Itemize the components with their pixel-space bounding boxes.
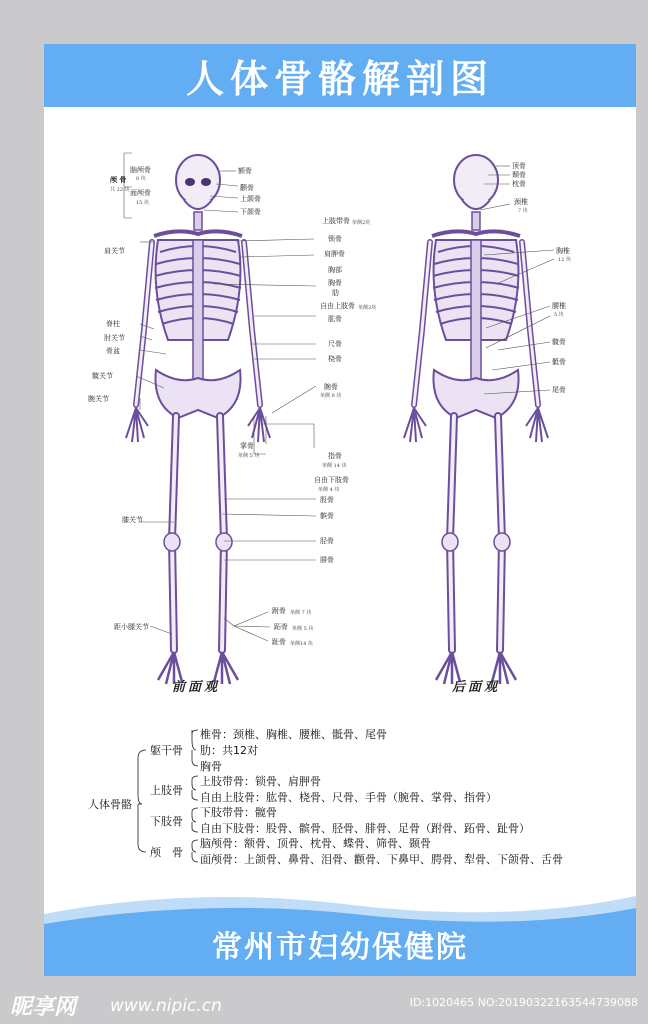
label-wrist-joint: 腕关节 xyxy=(88,395,109,403)
label-clavicle: 锁骨 xyxy=(328,235,342,243)
watermark-id: ID:1020465 NO:20190322163544739088 xyxy=(409,996,638,1009)
watermark-url: www.nipic.cn xyxy=(110,996,222,1016)
label-skull: 颅 骨 xyxy=(110,175,127,184)
label-tibia: 胫骨 xyxy=(320,537,334,545)
upper-item: 上肢带骨：锁骨、肩胛骨 xyxy=(200,775,321,788)
lower-item: 下肢带骨：髋骨 xyxy=(200,806,277,819)
label-rib: 肋 xyxy=(332,289,339,297)
label-humerus: 肱骨 xyxy=(328,315,342,323)
classification-upper: 上肢骨 xyxy=(150,784,183,797)
label-metatarsal-count: 单侧 5 块 xyxy=(292,626,314,632)
label-patella: 髌骨 xyxy=(320,512,334,520)
label-spine: 脊柱 xyxy=(106,320,120,328)
label-tarsal: 跗骨 xyxy=(272,607,286,615)
label-cranium: 脑颅骨 xyxy=(130,166,151,174)
label-free-lower: 自由下肢骨 xyxy=(314,476,349,484)
label-upper-girdle-count: 单侧2块 xyxy=(352,220,371,226)
label-upper-girdle: 上肢带骨 xyxy=(322,217,350,225)
watermark xyxy=(0,980,648,1024)
label-fibula: 腓骨 xyxy=(320,556,334,564)
classification-root: 人体骨骼 xyxy=(88,798,132,811)
label-metatarsal: 跖骨 xyxy=(274,623,288,631)
label-occipital: 枕骨 xyxy=(512,180,526,188)
label-tarsal-count: 单侧 7 块 xyxy=(290,610,312,616)
label-shoulder-joint: 肩关节 xyxy=(104,247,125,255)
label-radius: 桡骨 xyxy=(328,355,342,363)
label-temporal: 颞骨 xyxy=(512,171,526,179)
label-cervical: 颈椎 xyxy=(514,198,528,206)
label-skull-count: 共 22 块 xyxy=(110,187,130,193)
label-carpal-count: 单侧 8 块 xyxy=(320,393,342,399)
label-facial-count: 15 块 xyxy=(136,200,149,206)
label-thorax: 胸部 xyxy=(328,266,342,274)
label-sacrum: 骶骨 xyxy=(552,358,566,366)
classification-skull: 颅 骨 xyxy=(150,846,183,859)
trunk-item: 胸骨 xyxy=(200,760,222,773)
skull-item: 面颅骨：上颌骨、鼻骨、泪骨、颧骨、下鼻甲、腭骨、犁骨、下颌骨、舌骨 xyxy=(200,853,563,866)
label-mandible: 下颌骨 xyxy=(240,208,261,216)
label-sternum: 胸骨 xyxy=(328,279,342,287)
label-metacarpal-count: 单侧 5 块 xyxy=(238,453,260,459)
label-phalanges: 指骨 xyxy=(328,452,342,460)
trunk-item: 肋：共12对 xyxy=(200,744,258,757)
label-cervical-count: 7 块 xyxy=(518,208,528,214)
poster xyxy=(44,44,636,976)
label-ankle-joint: 距小腿关节 xyxy=(114,623,149,631)
label-hip-bone: 髋骨 xyxy=(552,338,566,346)
label-lumbar-count: 5 块 xyxy=(554,312,564,318)
upper-item: 自由上肢骨：肱骨、桡骨、尺骨、手骨（腕骨、掌骨、指骨） xyxy=(200,791,497,804)
label-free-upper-count: 单侧3块 xyxy=(358,305,377,311)
label-facial: 面颅骨 xyxy=(130,189,151,197)
front-view-caption: 前面观 xyxy=(172,680,221,695)
classification-trunk: 躯干骨 xyxy=(150,744,183,757)
page-title: 人体骨骼解剖图 xyxy=(44,44,636,107)
trunk-item: 椎骨：颈椎、胸椎、腰椎、骶骨、尾骨 xyxy=(200,728,387,741)
label-phalanges-count: 单侧 14 块 xyxy=(322,463,347,469)
label-free-upper: 自由上肢骨 xyxy=(320,302,355,310)
label-hip-joint: 髋关节 xyxy=(92,372,113,380)
label-zygomatic: 颧骨 xyxy=(240,184,254,192)
label-thoracic: 胸椎 xyxy=(556,247,570,255)
classification-lower: 下肢骨 xyxy=(150,815,183,828)
lower-item: 自由下肢骨：股骨、髌骨、胫骨、腓骨、足骨（跗骨、跖骨、趾骨） xyxy=(200,822,530,835)
skull-item: 脑颅骨：额骨、顶骨、枕骨、蝶骨、筛骨、颞骨 xyxy=(200,837,431,850)
label-parietal: 顶骨 xyxy=(512,162,526,170)
label-knee-joint: 膝关节 xyxy=(122,516,143,524)
hospital-name: 常州市妇幼保健院 xyxy=(212,930,468,965)
label-metacarpal: 掌骨 xyxy=(240,442,254,450)
label-ulna: 尺骨 xyxy=(328,340,342,348)
label-elbow-joint: 肘关节 xyxy=(104,334,125,342)
label-coccyx: 尾骨 xyxy=(552,386,566,394)
label-toe-count: 单侧14 块 xyxy=(290,641,313,647)
label-scapula: 肩胛骨 xyxy=(324,250,345,258)
label-frontal: 额骨 xyxy=(238,167,252,175)
label-lumbar: 腰椎 xyxy=(552,302,566,310)
label-femur: 股骨 xyxy=(320,496,334,504)
label-free-lower-count: 单侧 4 块 xyxy=(318,487,340,493)
label-cranium-count: 8 块 xyxy=(136,176,146,182)
label-carpal: 腕骨 xyxy=(324,383,338,391)
watermark-logo: 昵享网 xyxy=(10,995,77,1020)
label-thoracic-count: 12 块 xyxy=(558,257,571,263)
label-pelvis: 骨盆 xyxy=(106,347,120,355)
label-maxilla: 上颌骨 xyxy=(240,195,261,203)
back-view-caption: 后面观 xyxy=(452,680,501,695)
label-toe: 趾骨 xyxy=(272,638,286,646)
